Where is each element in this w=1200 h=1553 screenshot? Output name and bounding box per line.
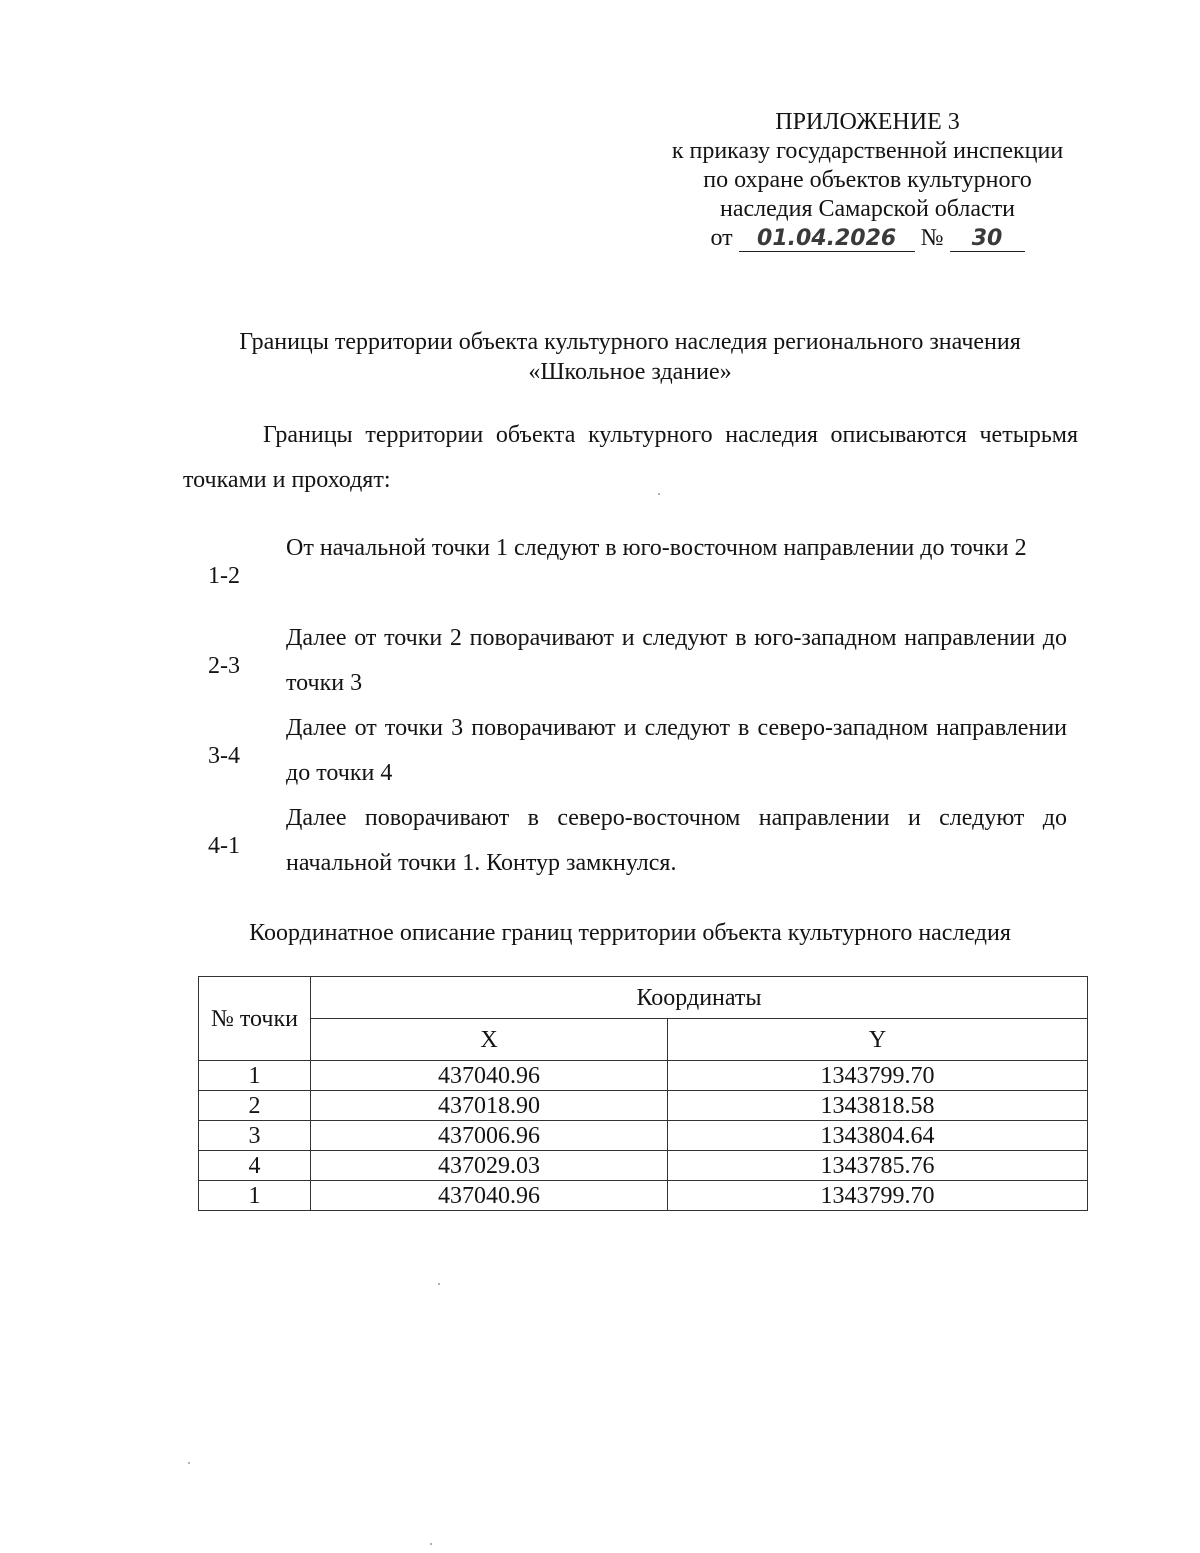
cell-x: 437018.90 (311, 1091, 668, 1121)
table-row (199, 1181, 1088, 1211)
cell-x: 437029.03 (311, 1151, 668, 1181)
handwritten-date: 01.04.2026 (739, 227, 915, 252)
scan-speck (430, 1543, 432, 1545)
cell-y: 1343799.70 (668, 1061, 1088, 1091)
table-row (199, 1061, 1088, 1091)
appendix-title: ПРИЛОЖЕНИЕ 3 (775, 109, 960, 135)
appendix-header (640, 108, 1095, 253)
table-row (199, 1121, 1088, 1151)
header-y: Y (668, 1019, 1088, 1061)
cell-point: 4 (199, 1151, 311, 1181)
cell-point: 2 (199, 1091, 311, 1121)
header-x: X (311, 1019, 668, 1061)
title-line-2: «Школьное здание» (528, 359, 732, 385)
segment-row (200, 706, 1070, 796)
appendix-date-row (640, 224, 1095, 253)
segment-description: Далее от точки 2 поворачивают и следуют в юго-западном направлении до точки 3 (286, 625, 1067, 696)
cell-point: 3 (199, 1121, 311, 1151)
coordinates-table (198, 976, 1088, 1211)
cell-x: 437040.96 (311, 1181, 668, 1211)
appendix-line-3: наследия Самарской области (719, 196, 1016, 222)
header-coordinates: Координаты (311, 977, 1088, 1019)
segment-code: 1-2 (208, 563, 240, 589)
from-label: от (710, 225, 733, 251)
segment-row (200, 616, 1070, 706)
table-subheader-row (199, 1019, 1088, 1061)
cell-point: 1 (199, 1061, 311, 1091)
table-row (199, 1091, 1088, 1121)
segment-description: От начальной точки 1 следуют в юго-восточном направлении до точки 2 (286, 535, 1027, 561)
scan-speck (658, 493, 660, 495)
appendix-line-1: к приказу государственной инспекции (671, 138, 1064, 164)
segment-description: Далее поворачивают в северо-восточном направлении и следуют до начальной точки 1. Контур замкнулся. (286, 805, 1067, 876)
cell-x: 437006.96 (311, 1121, 668, 1151)
handwritten-number: 30 (950, 227, 1025, 252)
number-label: № (920, 225, 944, 251)
document-title (150, 327, 1110, 387)
segment-code: 2-3 (208, 653, 240, 679)
boundary-segments (200, 526, 1070, 886)
segment-row (200, 796, 1070, 886)
scan-speck (188, 1462, 190, 1464)
segment-code: 4-1 (208, 833, 240, 859)
cell-point: 1 (199, 1181, 311, 1211)
cell-y: 1343785.76 (668, 1151, 1088, 1181)
segment-description: Далее от точки 3 поворачивают и следуют в северо-западном направлении до точки 4 (286, 715, 1067, 786)
scan-speck (438, 1283, 440, 1285)
cell-x: 437040.96 (311, 1061, 668, 1091)
header-point-number: № точки (199, 977, 311, 1061)
table-row (199, 1151, 1088, 1181)
cell-y: 1343818.58 (668, 1091, 1088, 1121)
table-header-row (199, 977, 1088, 1019)
appendix-line-2: по охране объектов культурного (703, 167, 1032, 193)
title-line-1: Границы территории объекта культурного наследия регионального значения (239, 329, 1021, 355)
cell-y: 1343804.64 (668, 1121, 1088, 1151)
segment-row (200, 526, 1070, 616)
intro-paragraph: Границы территории объекта культурного наследия описываются четырьмя точками и проходят: (183, 422, 1078, 493)
segment-code: 3-4 (208, 743, 240, 769)
coordinates-title: Координатное описание границ территории объекта культурного наследия (249, 920, 1011, 946)
cell-y: 1343799.70 (668, 1181, 1088, 1211)
